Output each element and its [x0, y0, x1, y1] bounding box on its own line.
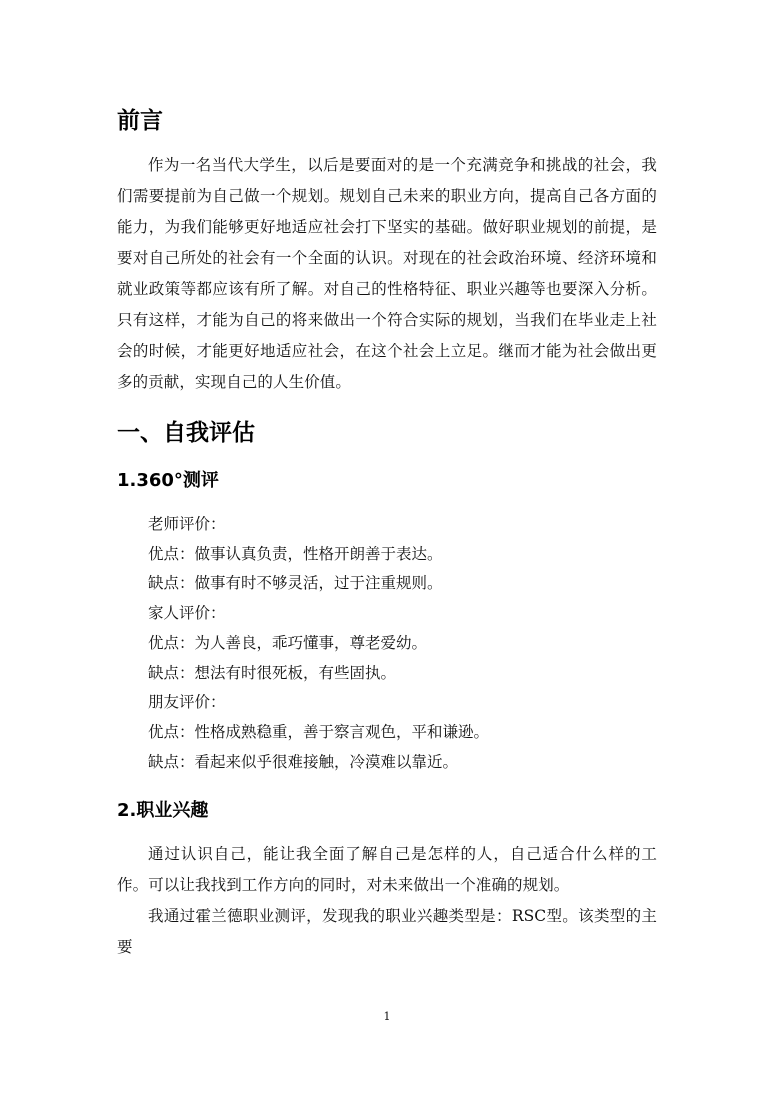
subsection-career-interest-heading: 2.职业兴趣 [117, 800, 209, 821]
family-eval-strength: 优点：为人善良，乖巧懂事，尊老爱幼。 [148, 634, 428, 652]
career-interest-paragraph-1: 通过认识自己，能让我全面了解自己是怎样的人，自己适合什么样的工作。可以让我找到工作方向的同时，对未来做出一个准确的规划。 [117, 845, 657, 894]
preface-heading: 前言 [117, 108, 163, 134]
teacher-eval-strength: 优点：做事认真负责，性格开朗善于表达。 [148, 545, 443, 563]
friend-eval-strength: 优点：性格成熟稳重，善于察言观色，平和谦逊。 [148, 723, 490, 741]
page-number: 1 [383, 1010, 391, 1023]
family-eval-label: 家人评价： [148, 604, 226, 622]
section-self-assessment-heading: 一、自我评估 [117, 420, 255, 446]
family-eval-weakness: 缺点：想法有时很死板，有些固执。 [148, 664, 397, 682]
preface-paragraph: 作为一名当代大学生，以后是要面对的是一个充满竞争和挑战的社会，我们需要提前为自己做一个规划。规划自己未来的职业方向，提高自己各方面的能力，为我们能够更好地适应社会打下坚实的基础。做好职业规划的前提，是要对自己所处的社会有一个全面的认识。对现在的社会政治环境、经济环境和就业政策等都应该有所了解。对自己的性格特征、职业兴趣等也要深入分析。只有这样，才能为自己的将来做出一个符合实际的规划，当我们在毕业走上社会的时候，才能更好地适应社会，在这个社会上立足。继而才能为社会做出更多的贡献，实现自己的人生价值。 [117, 156, 657, 391]
subsection-360-heading: 1.360°测评 [117, 470, 219, 491]
friend-eval-label: 朋友评价： [148, 693, 226, 711]
teacher-eval-weakness: 缺点：做事有时不够灵活，过于注重规则。 [148, 574, 443, 592]
friend-eval-weakness: 缺点：看起来似乎很难接触，冷漠难以靠近。 [148, 753, 459, 771]
teacher-eval-label: 老师评价： [148, 515, 226, 533]
career-interest-paragraph-2: 我通过霍兰德职业测评，发现我的职业兴趣类型是：RSC型。该类型的主要 [117, 907, 657, 956]
